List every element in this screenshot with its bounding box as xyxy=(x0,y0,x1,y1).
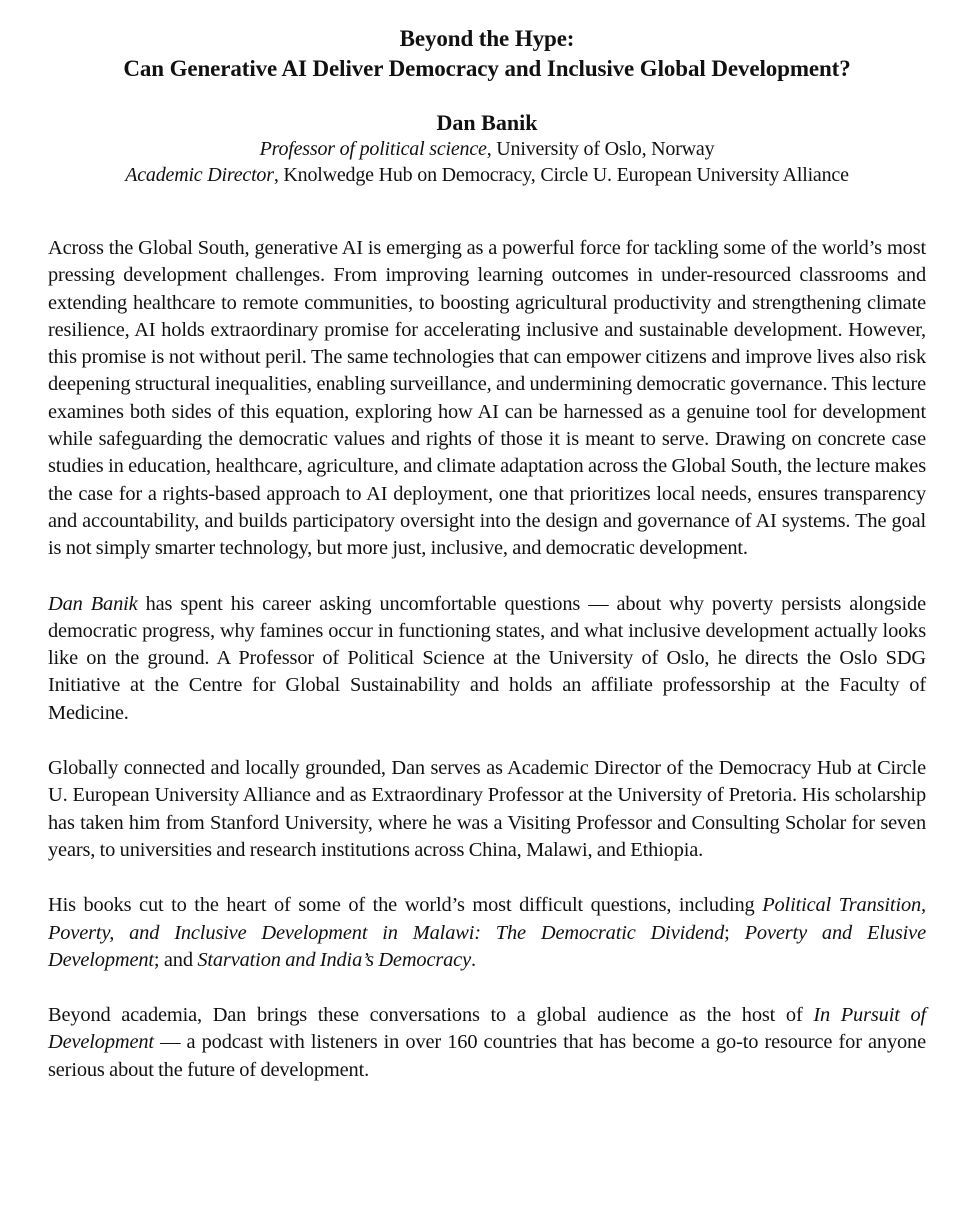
books-separator: ; xyxy=(724,921,745,944)
podcast-title: In Pursuit of Development xyxy=(48,1004,927,1054)
title-line-2: Can Generative AI Deliver Democracy and Inclusive Global Development? xyxy=(123,56,851,81)
books-separator: ; and xyxy=(153,948,198,971)
podcast-intro: Beyond academia, Dan brings these conversations to a global audience as the host of xyxy=(48,1004,814,1027)
podcast-description: — a podcast with listeners in over 160 countries that has become a go-to resource for anyone serious about the future of development. xyxy=(48,1031,926,1081)
author-name: Dan Banik xyxy=(436,110,538,135)
bio-paragraph-1 xyxy=(48,591,926,727)
bio-paragraph-2: Globally connected and locally grounded, Dan serves as Academic Director of the Democracy Hub at Circle U. European University Alliance and as Extraordinary Professor at the University of Pretoria. His scholarship has taken him from Stanford University, where he was a Visiting Professor and Consulting Scholar for seven years, to universities and research institutions across China, Malawi, and Ethiopia. xyxy=(48,757,926,861)
affiliation-2-role: Academic Director xyxy=(125,164,274,186)
affiliation-1 xyxy=(48,136,926,162)
bio-paragraph-1-text: has spent his career asking uncomfortable questions — about why poverty persists alongside democratic progress, why famines occur in functioning states, and what inclusive development actually looks like on the ground. A Professor of Political Science at the University of Oslo, he directs the Oslo SDG Initiative at the Centre for Global Sustainability and holds an affiliate professorship at the Faculty of Medicine. xyxy=(48,592,926,724)
document-title xyxy=(48,24,926,84)
book-title-3: Starvation and India’s Democracy xyxy=(197,948,471,971)
title-line-1: Beyond the Hype: xyxy=(399,26,575,51)
bio-paragraph-podcast xyxy=(48,1002,926,1084)
document-body xyxy=(48,235,926,1084)
books-end: . xyxy=(470,948,476,971)
bio-author-name: Dan Banik xyxy=(48,592,138,615)
abstract-paragraph: Across the Global South, generative AI is emerging as a powerful force for tackling some of the world’s most pressing development challenges. From improving learning outcomes in under-resourced classrooms and extending healthcare to remote communities, to boosting agricultural productivity and strengthening climate resilience, AI holds extraordinary promise for accelerating inclusive and sustainable development. However, this promise is not without peril. The same technologies that can empower citizens and improve lives also risk deepening structural inequalities, enabling surveillance, and undermining democratic governance. This lecture examines both sides of this equation, exploring how AI can be harnessed as a genuine tool for development while safeguarding the democratic values and rights of those it is meant to serve. Drawing on concrete case studies in education, healthcare, agriculture, and climate adaptation across the Global South, the lecture makes the case for a rights-based approach to AI deployment, one that prioritizes local needs, ensures transparency and accountability, and builds participatory oversight into the design and governance of AI systems. The goal is not simply smarter technology, but more just, inclusive, and democratic development. xyxy=(48,237,926,560)
affiliation-2-institution: , Knolwedge Hub on Democracy, Circle U. European University Alliance xyxy=(273,164,849,186)
books-intro: His books cut to the heart of some of the world’s most difficult questions, including xyxy=(48,894,763,917)
book-title-1: Political Transition, Poverty, and Inclusive Development in Malawi: The Democratic Dividend xyxy=(48,894,926,944)
affiliation-1-role: Professor of political science xyxy=(259,138,487,160)
book-title-2: Poverty and Elusive Development xyxy=(48,921,926,971)
affiliation-2 xyxy=(48,162,926,188)
affiliation-1-institution: , University of Oslo, Norway xyxy=(486,138,715,160)
bio-paragraph-books xyxy=(48,892,926,974)
author-block xyxy=(48,110,926,188)
